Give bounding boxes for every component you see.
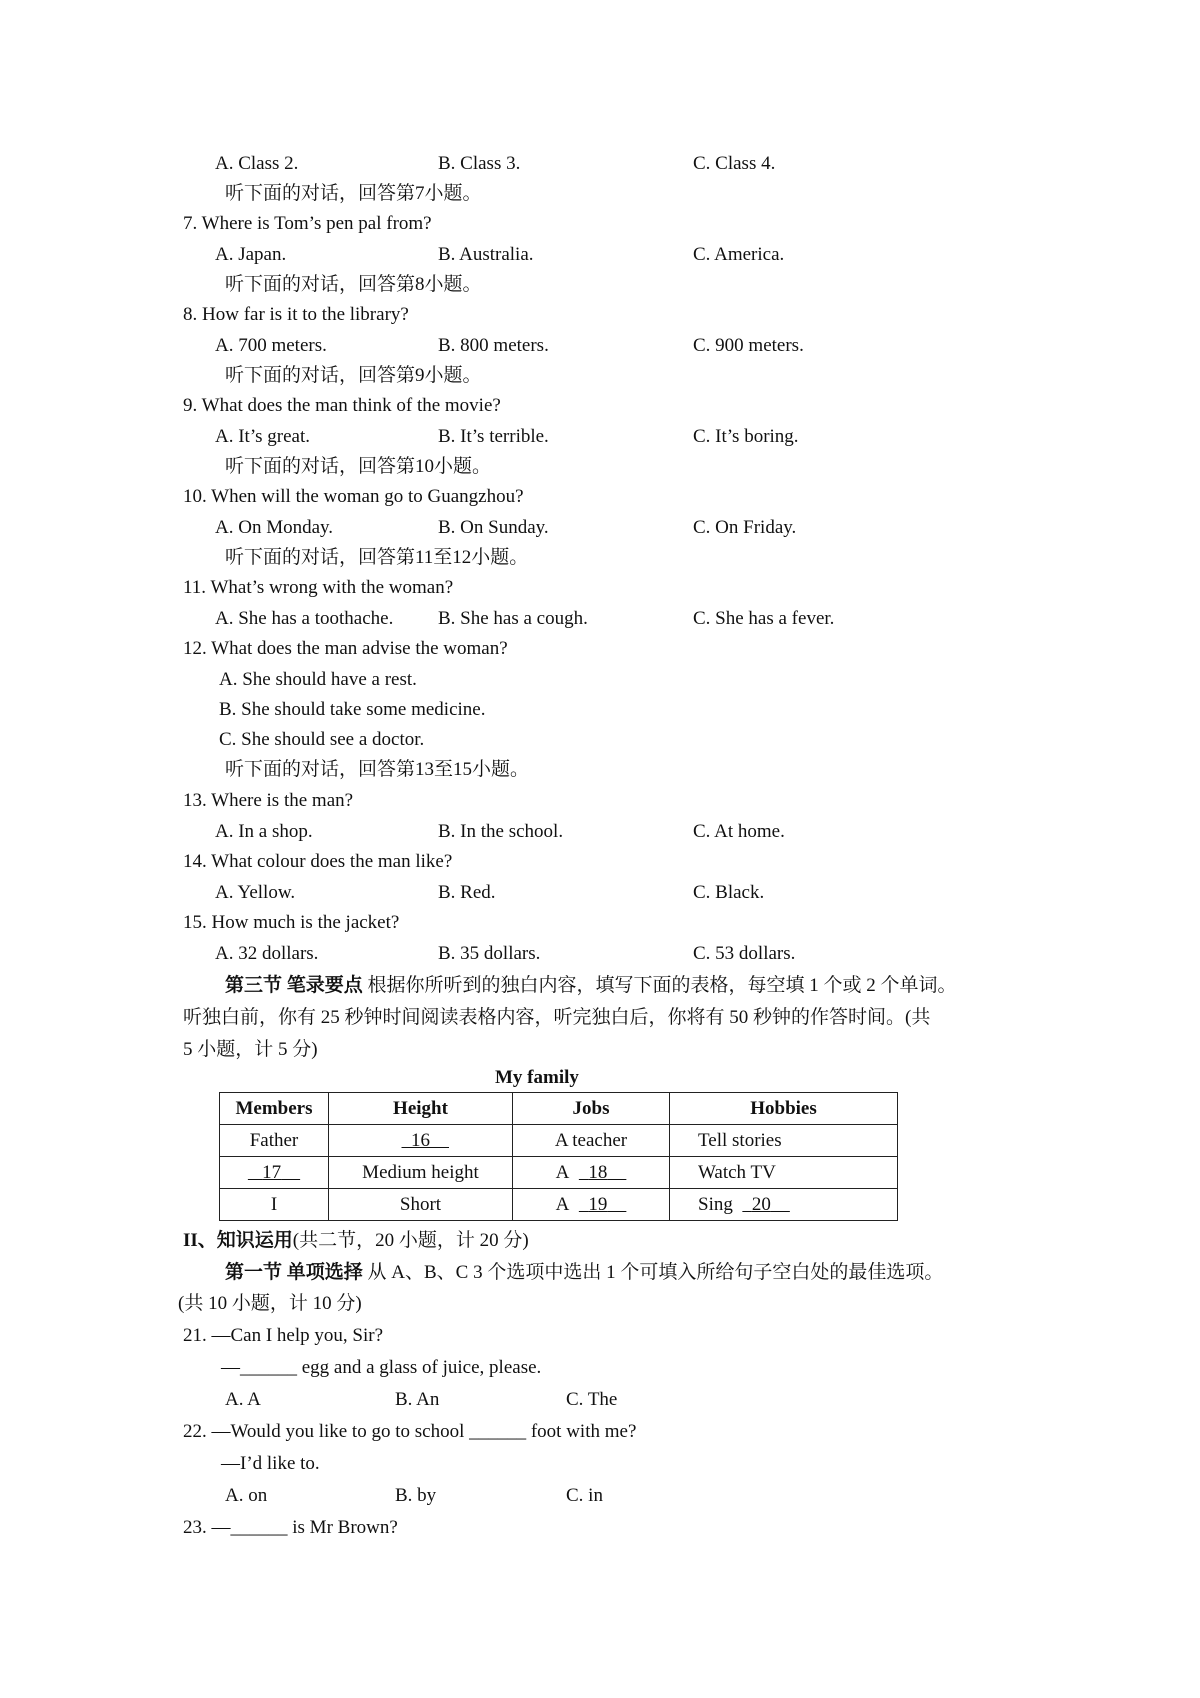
hobby-cell: Sing 20 (670, 1189, 898, 1221)
q21-option-c: C. The (566, 1389, 618, 1410)
q10-option-a: A. On Monday. (215, 517, 334, 538)
section1-heading: 第一节 单项选择 (225, 1262, 363, 1283)
table-header-row (220, 1093, 898, 1125)
q7-option-b: B. Australia. (438, 244, 534, 265)
q13-option-c: C. At home. (693, 821, 785, 842)
hobby-cell: Watch TV (670, 1157, 898, 1189)
header-members: Members (220, 1093, 329, 1125)
q9-option-b: B. It’s terrible. (438, 426, 549, 447)
family-table (219, 1092, 898, 1221)
q9-option-a: A. It’s great. (215, 426, 310, 447)
q13-option-a: A. In a shop. (215, 821, 313, 842)
q10-instruction: 听下面的对话，回答第10小题。 (225, 456, 492, 477)
q9-option-c: C. It’s boring. (693, 426, 799, 447)
hobby-cell: Tell stories (670, 1125, 898, 1157)
q21-option-a: A. A (225, 1389, 261, 1410)
q12-option-c: C. She should see a doctor. (219, 729, 425, 750)
q6-option-a: A. Class 2. (215, 153, 299, 174)
section3-heading: 第三节 笔录要点 (225, 975, 363, 996)
blank-16: 16 (411, 1129, 430, 1151)
q12-option-b: B. She should take some medicine. (219, 699, 486, 720)
q9-question: 9. What does the man think of the movie? (183, 395, 501, 416)
q22-option-c: C. in (566, 1485, 603, 1506)
q14-option-a: A. Yellow. (215, 882, 296, 903)
q11-option-c: C. She has a fever. (693, 608, 835, 629)
q8-option-c: C. 900 meters. (693, 335, 804, 356)
part2-heading: II、知识运用 (183, 1230, 293, 1251)
q11-option-a: A. She has a toothache. (215, 608, 394, 629)
q6-option-c: C. Class 4. (693, 153, 776, 174)
q7-instruction: 听下面的对话，回答第7小题。 (225, 183, 482, 204)
q7-option-c: C. America. (693, 244, 785, 265)
q14-option-b: B. Red. (438, 882, 496, 903)
q15-option-b: B. 35 dollars. (438, 943, 541, 964)
q12-question: 12. What does the man advise the woman? (183, 638, 508, 659)
member-cell (220, 1157, 329, 1189)
q21-option-b: B. An (395, 1389, 440, 1410)
q11-question: 11. What’s wrong with the woman? (183, 577, 454, 598)
header-hobbies: Hobbies (670, 1093, 898, 1125)
blank-19: 19 (588, 1193, 608, 1215)
q8-instruction: 听下面的对话，回答第8小题。 (225, 274, 482, 295)
q21-line1: 21. —Can I help you, Sir? (183, 1325, 384, 1346)
blank-17: 17 (262, 1161, 282, 1183)
q11-12-instruction: 听下面的对话，回答第11至12小题。 (225, 547, 529, 568)
job-cell: A 19 (513, 1189, 670, 1221)
q8-option-b: B. 800 meters. (438, 335, 549, 356)
q7-option-a: A. Japan. (215, 244, 287, 265)
q10-option-c: C. On Friday. (693, 517, 797, 538)
table-row (220, 1125, 898, 1157)
part2-line (183, 1229, 529, 1253)
header-jobs: Jobs (513, 1093, 670, 1125)
q21-line2: —______ egg and a glass of juice, please. (221, 1357, 542, 1378)
member-cell: Father (220, 1125, 329, 1157)
section1-text: 从 A、B、C 3 个选项中选出 1 个可填入所给句子空白处的最佳选项。 (362, 1262, 944, 1283)
q22-line2: —I’d like to. (221, 1453, 320, 1474)
q8-question: 8. How far is it to the library? (183, 304, 409, 325)
height-cell: Medium height (329, 1157, 513, 1189)
table-title: My family (495, 1067, 579, 1088)
table-row (220, 1189, 898, 1221)
q9-instruction: 听下面的对话，回答第9小题。 (225, 365, 482, 386)
section3-text1: 根据你所听到的独白内容，填写下面的表格，每空填 1 个或 2 个单词。 (362, 975, 957, 996)
q7-question: 7. Where is Tom’s pen pal from? (183, 213, 432, 234)
job-cell: A teacher (513, 1125, 670, 1157)
q13-question: 13. Where is the man? (183, 790, 354, 811)
q8-option-a: A. 700 meters. (215, 335, 327, 356)
q14-question: 14. What colour does the man like? (183, 851, 453, 872)
q14-option-c: C. Black. (693, 882, 765, 903)
q6-option-b: B. Class 3. (438, 153, 521, 174)
q11-option-b: B. She has a cough. (438, 608, 588, 629)
q22-option-b: B. by (395, 1485, 437, 1506)
q23-line1: 23. —______ is Mr Brown? (183, 1517, 398, 1538)
q22-option-a: A. on (225, 1485, 268, 1506)
q15-question: 15. How much is the jacket? (183, 912, 400, 933)
q15-option-c: C. 53 dollars. (693, 943, 796, 964)
header-height: Height (329, 1093, 513, 1125)
section3-text2: 听独白前，你有 25 秒钟时间阅读表格内容，听完独白后，你将有 50 秒钟的作答时间。(共 (183, 1007, 931, 1028)
section1-text2: (共 10 小题，计 10 分) (178, 1293, 362, 1314)
height-cell: Short (329, 1189, 513, 1221)
height-cell (329, 1125, 513, 1157)
section3-line1 (225, 974, 957, 998)
q15-option-a: A. 32 dollars. (215, 943, 319, 964)
member-cell: I (220, 1189, 329, 1221)
job-cell: A 18 (513, 1157, 670, 1189)
table-row (220, 1157, 898, 1189)
q13-15-instruction: 听下面的对话，回答第13至15小题。 (225, 759, 530, 780)
q13-option-b: B. In the school. (438, 821, 564, 842)
q10-question: 10. When will the woman go to Guangzhou? (183, 486, 524, 507)
q22-line1: 22. —Would you like to go to school ______ foot with me? (183, 1421, 637, 1442)
part2-subtitle: (共二节，20 小题，计 20 分) (292, 1230, 529, 1251)
part2-section1-line (225, 1261, 943, 1285)
blank-20: 20 (751, 1193, 771, 1215)
q12-option-a: A. She should have a rest. (219, 669, 417, 690)
q10-option-b: B. On Sunday. (438, 517, 549, 538)
blank-18: 18 (588, 1161, 608, 1183)
section3-text3: 5 小题，计 5 分) (183, 1039, 318, 1060)
